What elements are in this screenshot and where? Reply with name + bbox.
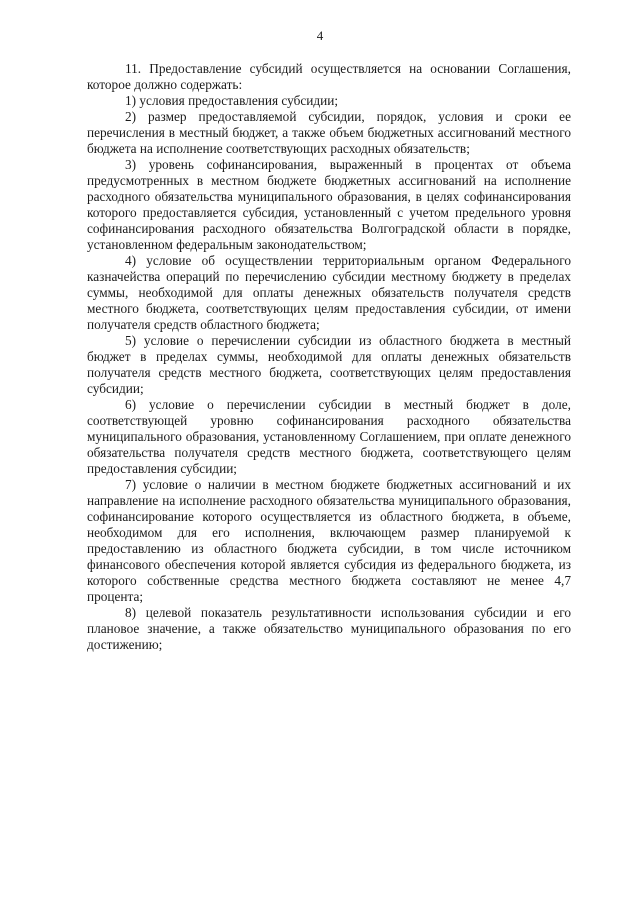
- list-item-1: 1) условия предоставления субсидии;: [125, 93, 339, 108]
- paragraph-11: 11. Предоставление субсидий осуществляется на основании Соглашения, которое должно содержать:: [87, 61, 571, 92]
- list-item-2: 2) размер предоставляемой субсидии, порядок, условия и сроки ее перечисления в местный бюджет, а также объем бюджетных ассигнований местного бюджета на исполнение соответствующих расходных обязательств;: [87, 109, 571, 156]
- document-body: [87, 61, 571, 653]
- list-item-8: 8) целевой показатель результативности использования субсидии и его плановое значение, а также обязательство муниципального образования по его достижению;: [87, 605, 571, 652]
- list-item-5: 5) условие о перечислении субсидии из областного бюджета в местный бюджет в пределах суммы, необходимой для оплаты денежных обязательств получателя средств местного бюджета, соответствующих целям предоставления субсидии;: [87, 333, 571, 396]
- list-item-4: 4) условие об осуществлении территориальным органом Федерального казначейства операций по перечислению субсидии местному бюджету в пределах суммы, необходимой для оплаты денежных обязательств получателя средств местного бюджета, соответствующих целям предоставления субсидии, от имени получателя средств областного бюджета;: [87, 253, 571, 332]
- list-item-7: 7) условие о наличии в местном бюджете бюджетных ассигнований и их направление на исполнение расходного обязательства муниципального образования, софинансирование которого осуществляется из областного бюджета, в объеме, необходимом для его исполнения, включающем размер планируемой к предоставлению из областного бюджета субсидии, в том числе источником финансового обеспечения которой является субсидия из федерального бюджета, из которого собственные средства местного бюджета составляют не менее 4,7 процента;: [87, 477, 571, 604]
- list-item-3: 3) уровень софинансирования, выраженный в процентах от объема предусмотренных в местном бюджете бюджетных ассигнований на исполнение расходного обязательства муниципального образования, в целях софинансирования которого предоставляется субсидия, установленный с учетом предельного уровня софинансирования расходного обязательства Волгоградской области в порядке, установленном федеральным законодательством;: [87, 157, 571, 252]
- list-item-6: 6) условие о перечислении субсидии в местный бюджет в доле, соответствующей уровню софинансирования расходного обязательства муниципального образования, установленному Соглашением, при оплате денежного обязательства получателя средств местного бюджета, соответствующего целям предоставления субсидии;: [87, 397, 571, 476]
- page-number: 4: [316, 28, 324, 43]
